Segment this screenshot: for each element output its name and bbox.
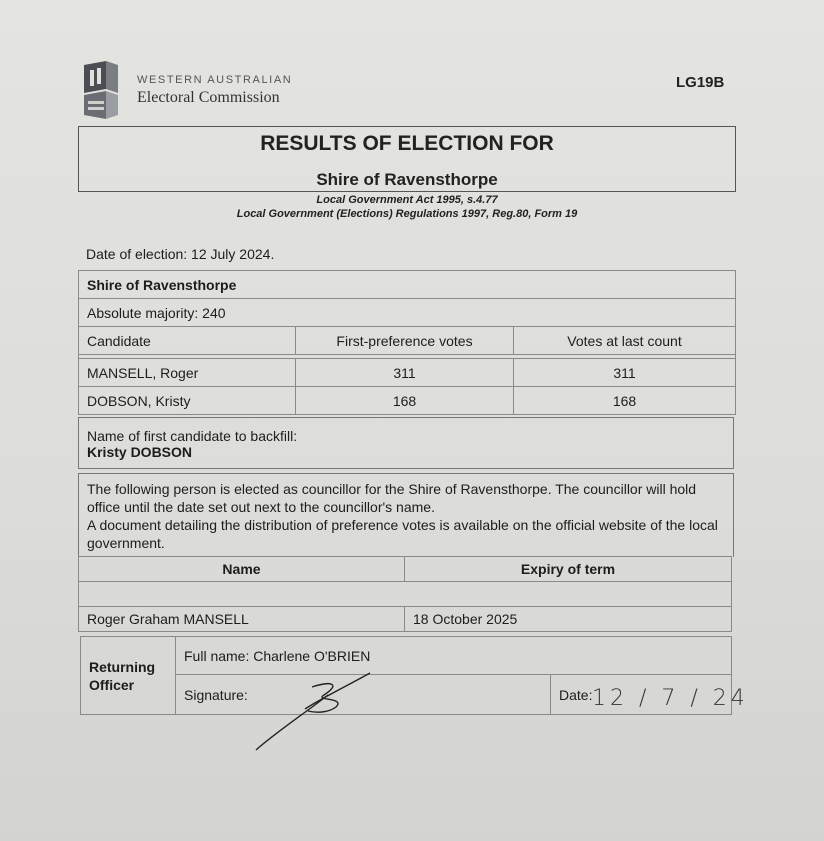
form-title: RESULTS OF ELECTION FOR [260, 132, 554, 155]
form-code: LG19B [676, 74, 725, 91]
candidate-name: MANSELL, Roger [79, 359, 296, 387]
returning-officer-label [81, 637, 176, 715]
wa-electoral-commission-logo-icon [84, 61, 118, 119]
table-row [79, 387, 736, 415]
results-table [78, 270, 736, 415]
elected-statement-1: The following person is elected as councillor for the Shire of Ravensthorpe. The councillor will hold office until the date set out next to the councillor's name. [87, 481, 697, 515]
header-name: Name [79, 557, 405, 582]
date-of-election: Date of election: 12 July 2024. [86, 246, 275, 262]
handwritten-date: 12 / 7 / 24 [592, 686, 749, 711]
table-row [79, 607, 732, 632]
backfill-label: Name of first candidate to backfill: [87, 428, 298, 444]
table-row [79, 359, 736, 387]
ro-date-label: Date: [551, 675, 732, 715]
absolute-majority: Absolute majority: 240 [79, 299, 736, 327]
backfill-box [78, 417, 734, 469]
results-district: Shire of Ravensthorpe [79, 271, 736, 299]
backfill-name: Kristy DOBSON [87, 444, 193, 460]
regulation-line-1: Local Government Act 1995, s.4.77 [316, 194, 498, 206]
header-expiry: Expiry of term [405, 557, 732, 582]
last-count-votes: 311 [514, 359, 736, 387]
elected-statement-2: A document detailing the distribution of preference votes is available on the official website of the local government. [87, 517, 718, 551]
org-name-line2: Electoral Commission [137, 89, 280, 106]
org-name-line1: WESTERN AUSTRALIAN [137, 74, 293, 86]
ro-signature-label: Signature: [176, 675, 551, 715]
ro-full-name: Full name: Charlene O'BRIEN [176, 637, 732, 675]
ro-label-line2: Officer [89, 676, 135, 693]
elected-name: Roger Graham MANSELL [79, 607, 405, 632]
candidate-name: DOBSON, Kristy [79, 387, 296, 415]
header-first-preference: First-preference votes [296, 327, 514, 355]
first-pref-votes: 311 [296, 359, 514, 387]
ro-label-line1: Returning [89, 658, 156, 675]
elected-table [78, 556, 732, 632]
elected-expiry: 18 October 2025 [405, 607, 732, 632]
first-pref-votes: 168 [296, 387, 514, 415]
header-last-count: Votes at last count [514, 327, 736, 355]
district-subtitle: Shire of Ravensthorpe [316, 170, 498, 189]
last-count-votes: 168 [514, 387, 736, 415]
regulation-line-2: Local Government (Elections) Regulations 1997, Reg.80, Form 19 [236, 208, 578, 220]
elected-statement-box [78, 473, 734, 557]
handwritten-signature-icon [250, 665, 380, 755]
header-candidate: Candidate [79, 327, 296, 355]
